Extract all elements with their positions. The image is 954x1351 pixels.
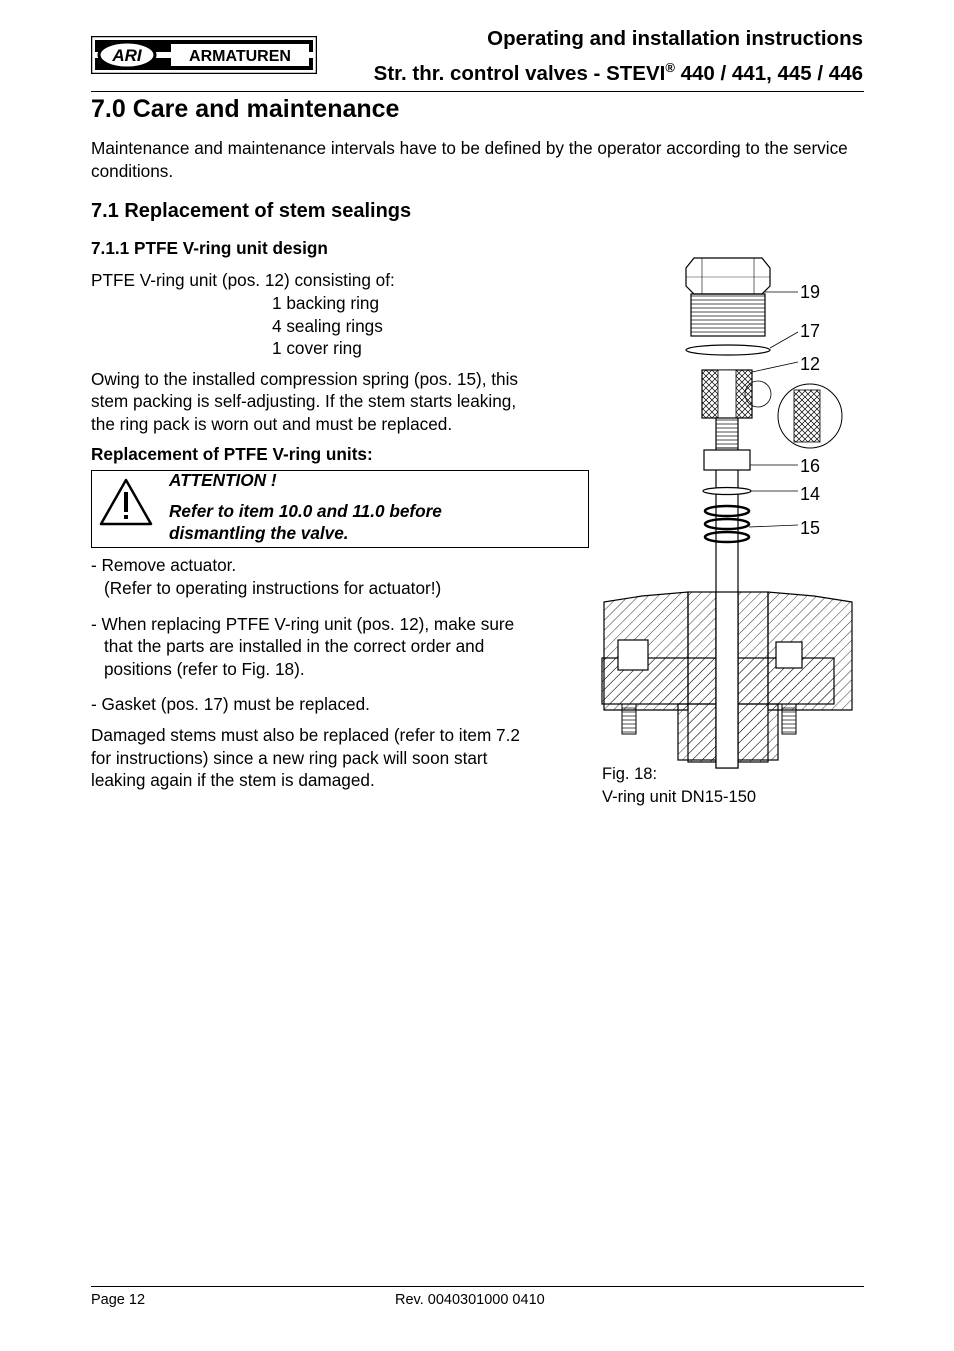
section-intro: Maintenance and maintenance intervals have to be defined by the operator according to the service conditions. [91, 138, 848, 181]
v-ring-unit-drawing [598, 250, 858, 770]
figure-caption-number: Fig. 18: [602, 765, 658, 783]
label-19: 19 [800, 282, 821, 302]
attention-box [91, 470, 589, 548]
label-16: 16 [800, 456, 821, 476]
label-12: 12 [800, 354, 821, 374]
attention-line-2: dismantling the valve. [169, 523, 349, 543]
title-line-1: Operating and installation instructions [487, 27, 863, 50]
subsection-heading: 7.1 Replacement of stem sealings [91, 200, 412, 222]
replacement-heading: Replacement of PTFE V-ring units: [91, 444, 373, 464]
hex-nut-right [776, 642, 802, 668]
attention-title: ATTENTION ! [169, 470, 277, 490]
subsubsection-heading: 7.1.1 PTFE V-ring unit design [91, 238, 328, 258]
header-divider [91, 91, 864, 92]
svg-text:ARMATUREN: ARMATUREN [189, 48, 291, 65]
ari-logo-icon [91, 36, 317, 74]
step-replace-line-1: - When replacing PTFE V-ring unit (pos. 12), make sure [91, 614, 515, 634]
svg-text:ARI: ARI [112, 46, 142, 65]
label-15: 15 [800, 518, 821, 538]
unit-item-backing: 1 backing ring [272, 293, 380, 313]
figure-18 [598, 250, 858, 770]
page-number: Page 12 [91, 1292, 146, 1308]
unit-intro: PTFE V-ring unit (pos. 12) consisting of: [91, 270, 395, 290]
footer-divider [91, 1286, 864, 1287]
step-remove-actuator-note: (Refer to operating instructions for actuator!) [104, 578, 442, 598]
step-replace-line-3: positions (refer to Fig. 18). [104, 659, 305, 679]
spring-text-line-3: the ring pack is worn out and must be replaced. [91, 414, 453, 434]
title-line-2: Str. thr. control valves - STEVI® 440 / 441, 445 / 446 [373, 60, 863, 85]
spring-text-line-2: stem packing is self-adjusting. If the stem starts leaking, [91, 391, 517, 411]
label-14: 14 [800, 484, 821, 504]
gasket-17 [686, 345, 770, 355]
spring-text-line-1: Owing to the installed compression spring (pos. 15), this [91, 369, 519, 389]
closing-line-3: leaking again if the stem is damaged. [91, 770, 375, 790]
step-replace-line-2: that the parts are installed in the correct order and [104, 636, 485, 656]
bush-16 [704, 450, 750, 470]
document-title [374, 24, 863, 88]
closing-line-1: Damaged stems must also be replaced (refer to item 7.2 [91, 725, 520, 745]
unit-item-cover: 1 cover ring [272, 338, 362, 358]
figure-caption-title: V-ring unit DN15-150 [602, 788, 757, 806]
bonnet-section [602, 592, 852, 768]
attention-line-1: Refer to item 10.0 and 11.0 before [169, 501, 442, 521]
company-logo [91, 36, 317, 74]
step-remove-actuator: - Remove actuator. [91, 555, 237, 575]
section-heading: 7.0 Care and maintenance [91, 95, 400, 123]
gland-nut-19 [686, 258, 770, 336]
closing-line-2: for instructions) since a new ring pack will soon start [91, 748, 488, 768]
unit-item-sealing: 4 sealing rings [272, 316, 383, 336]
step-gasket: - Gasket (pos. 17) must be replaced. [91, 694, 370, 714]
revision-number: Rev. 0040301000 0410 [395, 1292, 545, 1308]
hex-nut-left [618, 640, 648, 670]
label-17: 17 [800, 321, 821, 341]
warning-triangle-icon [98, 477, 154, 527]
washer-14 [703, 488, 751, 495]
